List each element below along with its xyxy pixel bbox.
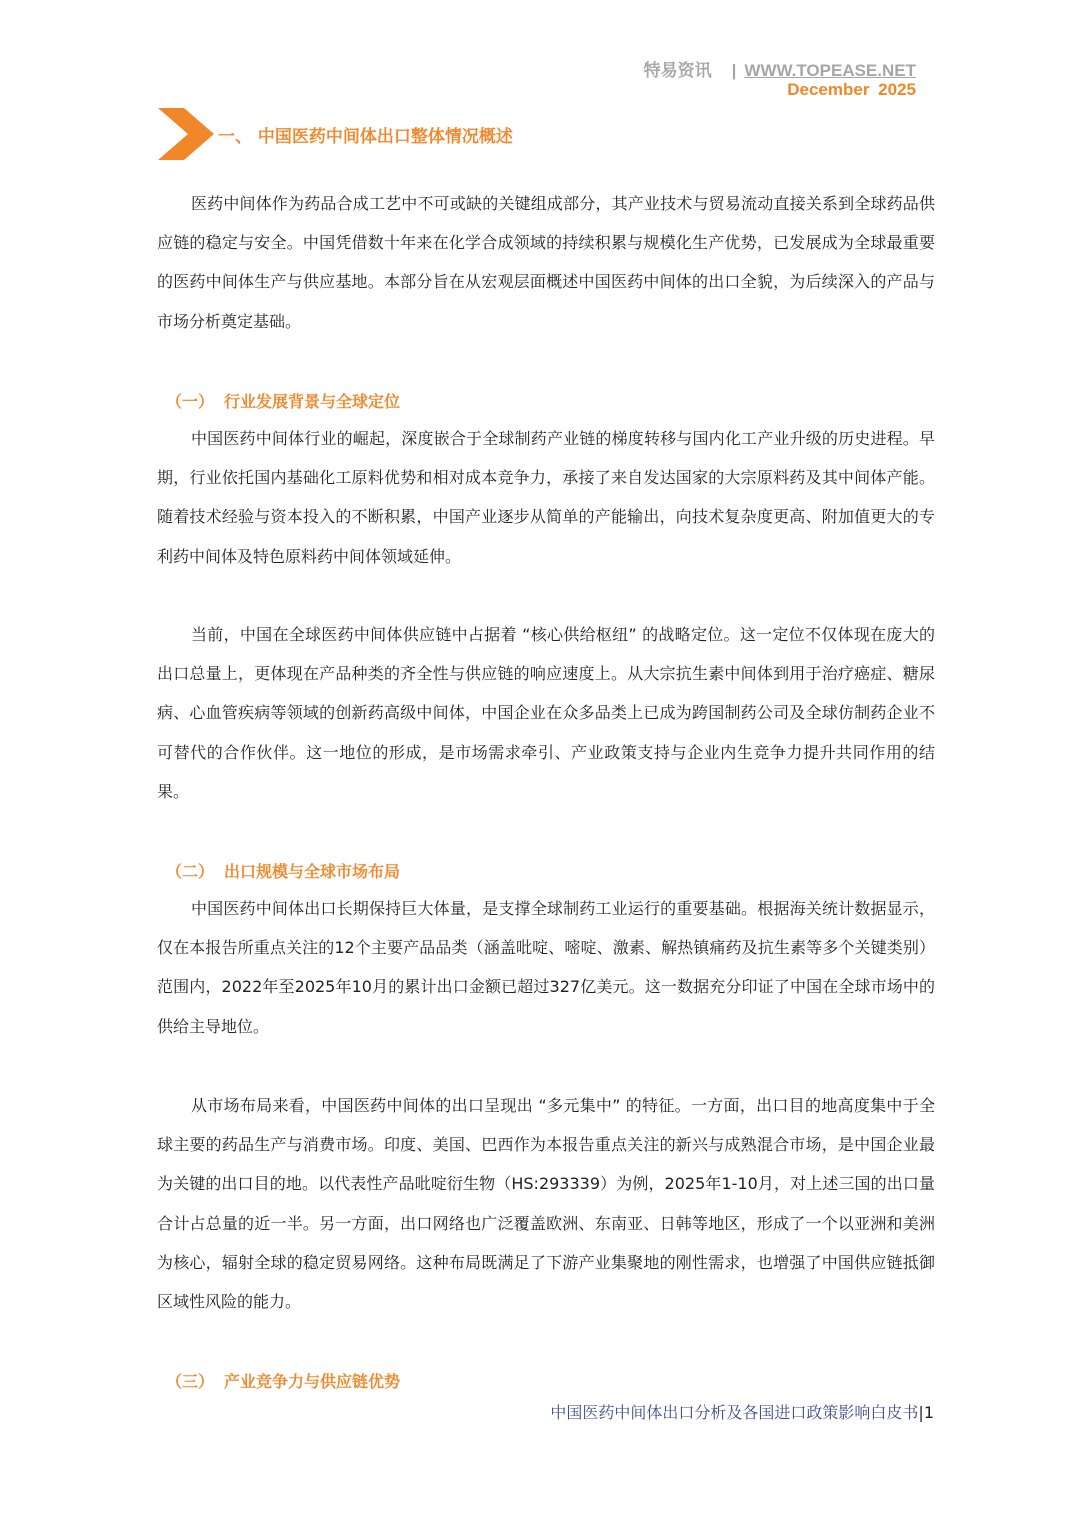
page-footer	[550, 1400, 934, 1423]
website-link[interactable]: WWW.TOPEASE.NET	[744, 61, 916, 80]
subsection-heading-2	[166, 859, 400, 882]
subsection-number: （三）	[166, 1372, 215, 1391]
subsection-title: 出口规模与全球市场布局	[224, 862, 401, 881]
section-heading	[158, 108, 513, 160]
footer-separator: |	[918, 1403, 924, 1422]
subsection-number: （一）	[166, 392, 215, 411]
header-separator: |	[731, 61, 737, 80]
section-title: 一、 中国医药中间体出口整体情况概述	[218, 126, 513, 147]
chevron-arrow-icon	[158, 108, 218, 160]
header-date: December 2025	[787, 80, 916, 99]
body-paragraph: 当前，中国在全球医药中间体供应链中占据着 “核心供给枢纽” 的战略定位。这一定位不仅体现在庞大的出口总量上，更体现在产品种类的齐全性与供应链的响应速度上。从大宗抗生素中间体到用于治疗癌症、糖尿病、心血管疾病等领域的创新药高级中间体，中国企业在众多品类上已成为跨国制药公司及全球仿制药企业不可替代的合作伙伴。这一地位的形成，是市场需求牵引、产业政策支持与企业内生竞争力提升共同作用的结果。	[157, 625, 935, 801]
subsection-title: 行业发展背景与全球定位	[224, 392, 401, 411]
subsection-heading-3	[166, 1369, 400, 1392]
subsection-title: 产业竞争力与供应链优势	[224, 1372, 401, 1391]
body-paragraph: 中国医药中间体出口长期保持巨大体量，是支撑全球制药工业运行的重要基础。根据海关统计数据显示，仅在本报告所重点关注的12个主要产品品类（涵盖吡啶、嘧啶、激素、解热镇痛药及抗生素等多个关键类别）范围内，2022年至2025年10月的累计出口金额已超过327亿美元。这一数据充分印证了中国在全球市场中的供给主导地位。	[157, 899, 935, 1036]
page-number: 1	[923, 1403, 934, 1422]
subsection-heading-1	[166, 389, 400, 412]
intro-paragraph: 医药中间体作为药品合成工艺中不可或缺的关键组成部分，其产业技术与贸易流动直接关系到全球药品供应链的稳定与安全。中国凭借数十年来在化学合成领域的持续积累与规模化生产优势，已发展成为全球最重要的医药中间体生产与供应基地。本部分旨在从宏观层面概述中国医药中间体的出口全貌，为后续深入的产品与市场分析奠定基础。	[157, 194, 935, 331]
body-paragraph: 中国医药中间体行业的崛起，深度嵌合于全球制药产业链的梯度转移与国内化工产业升级的历史进程。早期，行业依托国内基础化工原料优势和相对成本竞争力，承接了来自发达国家的大宗原料药及其中间体产能。随着技术经验与资本投入的不断积累，中国产业逐步从简单的产能输出，向技术复杂度更高、附加值更大的专利药中间体及特色原料药中间体领域延伸。	[157, 429, 935, 566]
subsection-number: （二）	[166, 862, 215, 881]
brand-name: 特易资讯	[643, 61, 712, 80]
footer-title: 中国医药中间体出口分析及各国进口政策影响白皮书	[550, 1403, 919, 1422]
body-paragraph: 从市场布局来看，中国医药中间体的出口呈现出 “多元集中” 的特征。一方面，出口目的地高度集中于全球主要的药品生产与消费市场。印度、美国、巴西作为本报告重点关注的新兴与成熟混合市场，是中国企业最为关键的出口目的地。以代表性产品吡啶衍生物（HS:293339）为例，2025年1-10月，对上述三国的出口量合计占总量的近一半。另一方面，出口网络也广泛覆盖欧洲、东南亚、日韩等地区，形成了一个以亚洲和美洲为核心，辐射全球的稳定贸易网络。这种布局既满足了下游产业集聚地的刚性需求，也增强了中国供应链抵御区域性风险的能力。	[157, 1096, 935, 1312]
header-brand	[644, 56, 916, 81]
